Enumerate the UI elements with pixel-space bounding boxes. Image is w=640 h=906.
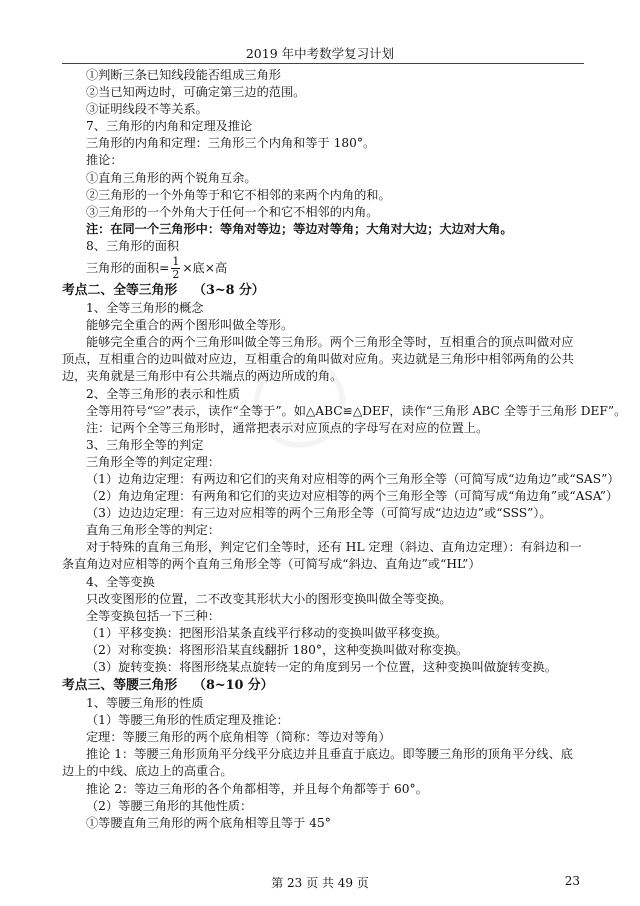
section-score: （3~8 分） bbox=[193, 283, 265, 299]
text-line: 三角形全等的判定定理： bbox=[86, 454, 221, 469]
fraction-numerator: 1 bbox=[172, 255, 180, 269]
text-line: 注：记两个全等三角形时，通常把表示对应顶点的字母写在对应的位置上。 bbox=[86, 420, 489, 435]
text-line: 直角三角形全等的判定： bbox=[86, 523, 221, 538]
text-line: ②当已知两边时，可确定第三边的范围。 bbox=[86, 85, 306, 100]
text-line: （3）旋转变换：将图形绕某点旋转一定的角度到另一个位置，这种变换叫做旋转变换。 bbox=[86, 660, 557, 674]
area-formula-suffix: ×底×高 bbox=[182, 261, 228, 276]
text-line: 1、等腰三角形的性质 bbox=[86, 696, 204, 711]
text-line: 全等用符号“≌”表示，读作“全等于”。如△ABC≌△DEF，读作“三角形 ABC 全等于三角形 DEF”。 bbox=[86, 403, 627, 418]
paragraph: 对于特殊的直角三角形，判定它们全等时，还有 HL 定理（斜边、直角边定理）：有斜边和一条直角边对应相等的两个直角三角形全等（可简写成“斜边、直角边”或“HL”） bbox=[62, 540, 582, 572]
fraction bbox=[171, 256, 180, 281]
page-body bbox=[62, 67, 627, 832]
text-line: 3、三角形全等的判定 bbox=[86, 437, 204, 452]
paragraph: 推论 1：等腰三角形顶角平分线平分底边并且垂直于底边。即等腰三角形的顶角平分线、底边上的中线、底边上的高重合。 bbox=[62, 747, 573, 779]
text-line: ①判断三条已知线段能否组成三角形 bbox=[86, 68, 281, 82]
text-line: 1、全等三角形的概念 bbox=[86, 301, 204, 316]
area-formula-prefix: 三角形的面积= bbox=[86, 261, 170, 276]
text-line: 三角形的内角和定理：三角形三个内角和等于 180°。 bbox=[86, 136, 376, 151]
text-line: 推论 2：等边三角形的各个角都相等，并且每个角都等于 60°。 bbox=[86, 781, 428, 796]
footer-page-info: 第 23 页 共 49 页 bbox=[271, 876, 369, 890]
text-line: ②三角形的一个外角等于和它不相邻的来两个内角的和。 bbox=[86, 187, 391, 202]
text-line: （1）边角边定理：有两边和它们的夹角对应相等的两个三角形全等（可简写成“边角边”或“SAS”） bbox=[86, 471, 620, 486]
text-line: 8、三角形的面积 bbox=[86, 238, 180, 253]
section-title: 考点三、等腰三角形 bbox=[62, 678, 178, 694]
section-title: 考点二、全等三角形 bbox=[62, 283, 178, 299]
section-heading bbox=[62, 677, 584, 695]
text-line: 定理：等腰三角形的两个底角相等（简称：等边对等角） bbox=[86, 730, 391, 745]
section-score: （8~10 分） bbox=[193, 678, 274, 694]
text-line: （2）对称变换：将图形沿某直线翻折 180°，这种变换叫做对称变换。 bbox=[86, 642, 469, 657]
text-line: 全等变换包括一下三种： bbox=[86, 608, 221, 623]
paragraph: 能够完全重合的两个三角形叫做全等三角形。两个三角形全等时，互相重合的顶点叫做对应顶点，互相重合的边叫做对应边，互相重合的角叫做对应角。夹边就是三角形中相邻两角的公共边，夹角就是三角形中有公共端点的两边所成的角。 bbox=[62, 335, 574, 384]
fraction-denominator: 2 bbox=[172, 268, 180, 282]
text-line: 2、全等三角形的表示和性质 bbox=[86, 386, 241, 401]
text-line: （1）等腰三角形的性质定理及推论： bbox=[86, 713, 289, 728]
text-line: （1）平移变换：把图形沿某条直线平行移动的变换叫做平移变换。 bbox=[86, 625, 448, 640]
text-line: 只改变图形的位置，二不改变其形状大小的图形变换叫做全等变换。 bbox=[86, 591, 452, 606]
section-heading bbox=[62, 282, 584, 300]
text-line: 推论： bbox=[86, 153, 123, 168]
text-line: （3）边边边定理：有三边对应相等的两个三角形全等（可简写成“边边边”或“SSS”）。 bbox=[86, 506, 552, 521]
text-line: （2）角边角定理：有两角和它们的夹边对应相等的两个三角形全等（可简写成“角边角”或“ASA”） bbox=[86, 489, 619, 504]
footer-page-number: 23 bbox=[564, 874, 580, 888]
page-header: 2019 年中考数学复习计划 bbox=[245, 46, 395, 61]
text-line: 4、全等变换 bbox=[86, 574, 155, 589]
text-line: （2）等腰三角形的其他性质： bbox=[86, 798, 253, 813]
note-line: 注：在同一个三角形中：等角对等边；等边对等角；大角对大边；大边对大角。 bbox=[86, 221, 513, 236]
text-line: ③三角形的一个外角大于任何一个和它不相邻的内角。 bbox=[86, 204, 379, 219]
text-line: ①直角三角形的两个锐角互余。 bbox=[86, 170, 257, 185]
text-line: 7、三角形的内角和定理及推论 bbox=[86, 119, 253, 134]
text-line: 能够完全重合的两个图形叫做全等形。 bbox=[86, 318, 294, 333]
area-formula bbox=[62, 255, 584, 281]
text-line: ③证明线段不等关系。 bbox=[86, 102, 208, 117]
header-rule bbox=[62, 63, 584, 64]
text-line: ①等腰直角三角形的两个底角相等且等于 45° bbox=[86, 815, 331, 830]
